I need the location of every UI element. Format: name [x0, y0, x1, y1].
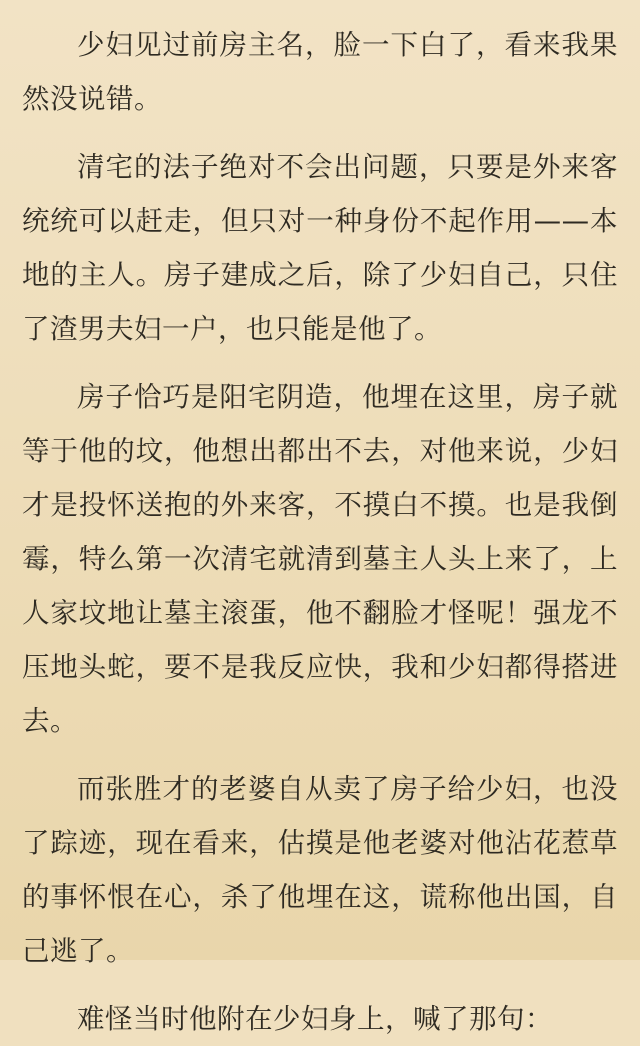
- paragraph: 房子恰巧是阳宅阴造，他埋在这里，房子就等于他的坟，他想出都出不去，对他来说，少妇才是投怀送抱的外来客，不摸白不摸。也是我倒霉，特么第一次清宅就清到墓主人头上来了，上人家坟地让墓主滚蛋，他不翻脸才怪呢！强龙不压地头蛇，要不是我反应快，我和少妇都得搭进去。: [22, 381, 618, 737]
- paragraph: 而张胜才的老婆自从卖了房子给少妇，也没了踪迹，现在看来，估摸是他老婆对他沾花惹草的事怀恨在心，杀了他埋在这，谎称他出国，自己逃了。: [22, 773, 618, 967]
- paragraph: 少妇见过前房主名，脸一下白了，看来我果然没说错。: [22, 29, 618, 115]
- paragraph: 清宅的法子绝对不会出问题，只要是外来客统统可以赶走，但只对一种身份不起作用——本地的主人。房子建成之后，除了少妇自己，只住了渣男夫妇一户，也只能是他了。: [22, 151, 618, 345]
- reader-text-body: [22, 18, 618, 1046]
- paragraph: 难怪当时他附在少妇身上，喊了那句：: [77, 1003, 553, 1035]
